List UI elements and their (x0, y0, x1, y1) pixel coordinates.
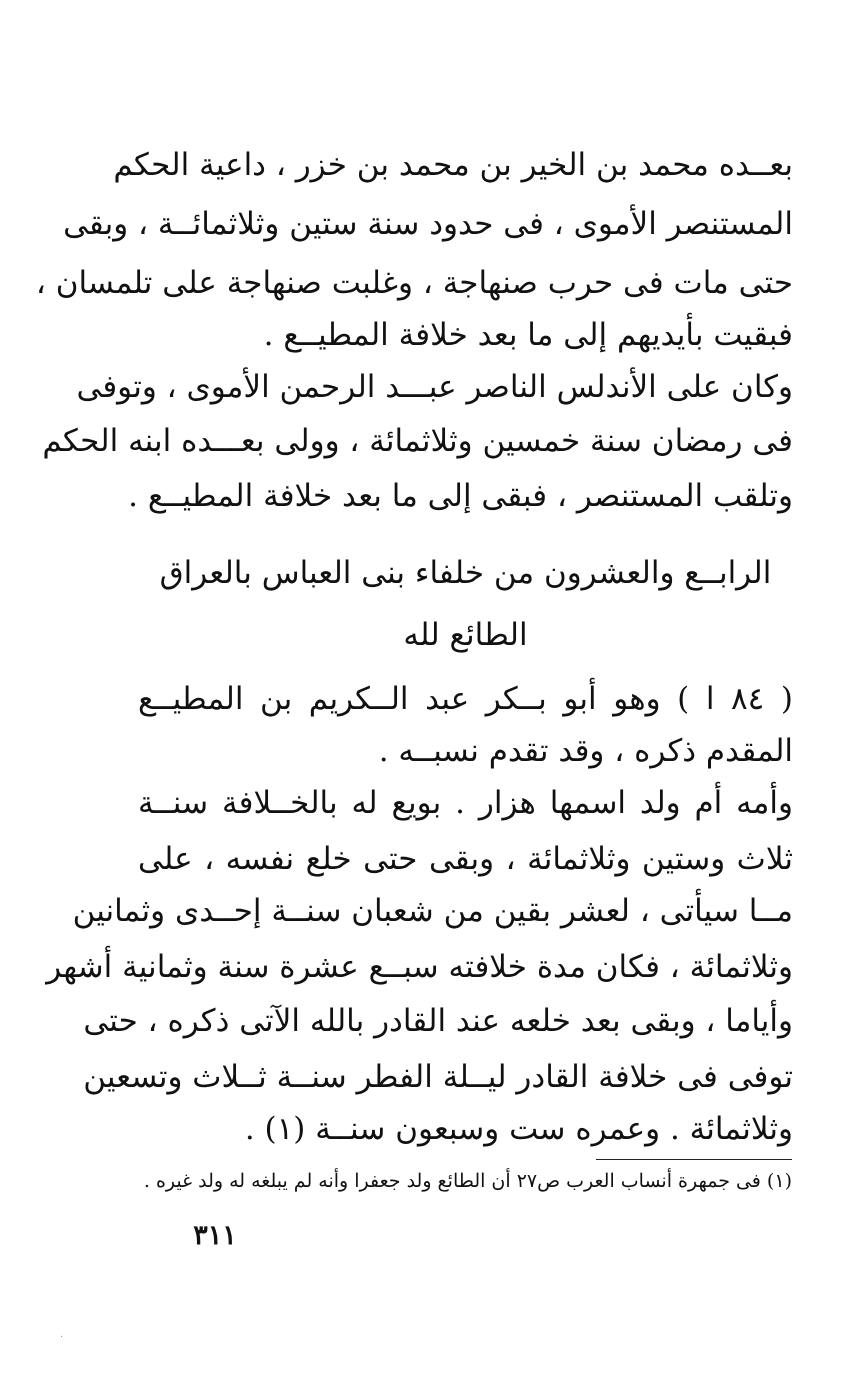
text-line: بعــده محمد بن الخير بن محمد بن خزر ، داعية الحكم (113, 147, 793, 183)
footnote-divider (596, 1159, 792, 1160)
caliph-name-heading: الطائع لله (403, 617, 528, 653)
text-line: وأياما ، وبقى بعد خلعه عند القادر بالله الآتى ذكره ، حتى (83, 1003, 793, 1039)
text-line: توفى فى خلافة القادر ليــلة الفطر سنــة ثــلاث وتسعين (83, 1059, 793, 1095)
text-line: مــا سيأتى ، لعشر بقين من شعبان سنــة إحــدى وثمانين (72, 893, 793, 929)
text-line: حتى مات فى حرب صنهاجة ، وغلبت صنهاجة على تلمسان ، (35, 265, 793, 301)
page-number: ٣١١ (193, 1220, 237, 1251)
text-line: المستنصر الأموى ، فى حدود سنة ستين وثلاثمائــة ، وبقى (63, 206, 793, 242)
text-line: فى رمضان سنة خمسين وثلاثمائة ، وولى بعـــده ابنه الحكم (42, 423, 793, 459)
text-line: فبقيت بأيديهم إلى ما بعد خلافة المطيــع . (263, 317, 793, 353)
text-line: وأمه أم ولد اسمها هزار . بويع له بالخــلافة سنــة (138, 785, 793, 821)
section-title: الرابــع والعشرون من خلفاء بنى العباس بالعراق (159, 555, 772, 591)
text-line: وتلقب المستنصر ، فبقى إلى ما بعد خلافة المطيــع . (128, 478, 793, 514)
text-line: وكان على الأندلس الناصر عبـــد الرحمن الأموى ، وتوفى (76, 369, 793, 405)
text-line: ( ٨٤ ا ) وهو أبو بــكر عبد الــكريم بن المطيــع (138, 681, 794, 717)
text-line: ثلاث وستين وثلاثمائة ، وبقى حتى خلع نفسه ، على (138, 841, 793, 877)
scan-speck: · (60, 1332, 64, 1343)
text-line: المقدم ذكره ، وقد تقدم نسبــه . (378, 733, 793, 769)
footnote: (١) فى جمهرة أنساب العرب ص٢٧ أن الطائع ولد جعفرا وأنه لم يبلغه له ولد غيره . (143, 1170, 792, 1192)
text-line: وثلاثمائة ، فكان مدة خلافته سبــع عشرة سنة وثمانية أشهر (46, 949, 793, 985)
text-line: وثلاثمائة . وعمره ست وسبعون سنــة (١) . (244, 1111, 793, 1147)
